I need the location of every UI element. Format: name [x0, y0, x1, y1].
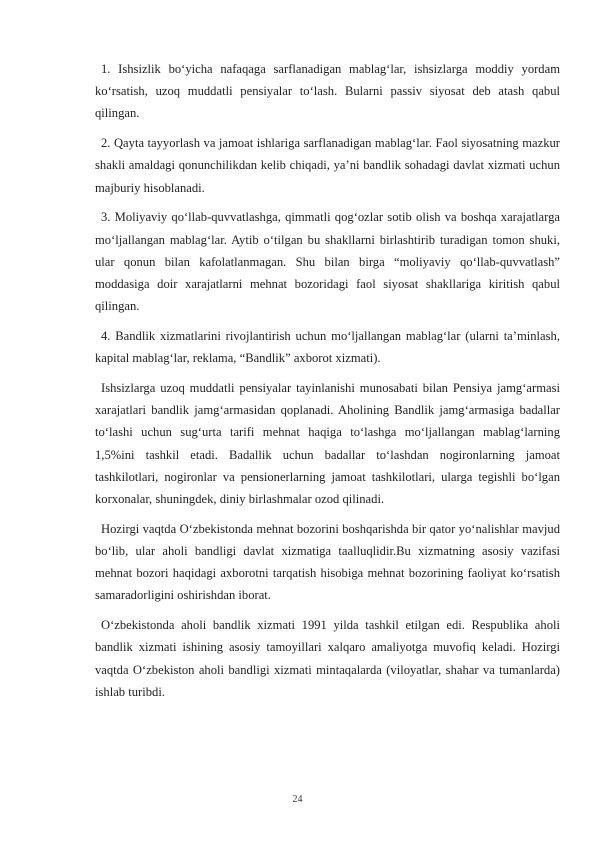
paragraph-employment-services: 4. Bandlik xizmatlarini rivojlantirish uchun mo‘ljallangan mablag‘lar (ularni ta’minlash, kapital mablag‘lar, reklama, “Bandlik” axborot xizmati).	[95, 329, 560, 366]
paragraph-pension-fund: Ishsizlarga uzoq muddatli pensiyalar tayinlanishi munosabati bilan Pensiya jamg‘armasi xarajatlari bandlik jamg‘armasidan qoplanadi. Aholining Bandlik jamg‘armasiga badallar to‘lashi uchun sug‘urta tarifi mehnat haqiga to‘lashga mo‘ljallangan mablag‘larning 1,5%ini tashkil etadi. Badallik uchun badallar to‘lashdan nogironlarning jamoat tashkilotlari, nogironlar va pensionerlarning jamoat tashkilotlari, ularga tegishli bo‘lgan korxonalar, shuningdek, diniy birlashmalar ozod qilinadi.	[95, 381, 560, 507]
document-body	[95, 58, 560, 711]
paragraph-labor-market-directions: Hozirgi vaqtda O‘zbekistonda mehnat bozorini boshqarishda bir qator yo‘nalishlar mavjud bo‘lib, ular aholi bandligi davlat xizmatiga taalluqlidir.Bu xizmatning asosiy vazifasi mehnat bozori haqidagi axborotni tarqatish hisobiga mehnat bozorining faoliyat ko‘rsatish samaradorligini oshirishdan iborat.	[95, 521, 560, 603]
paragraph-financial-support: 3. Moliyaviy qo‘llab-quvvatlashga, qimmatli qog‘ozlar sotib olish va boshqa xarajatlarga mo‘ljallangan mablag‘lar. Aytib o‘tilgan bu shakllarni birlashtirib turadigan tomon shuki, ular qonun bilan kafolatlanmagan. Shu bilan birga “moliyaviy qo‘llab-quvvatlash” moddasiga doir xarajatlarni mehnat bozoridagi faol siyosat shakllariga kiritish qabul qilingan.	[95, 210, 560, 314]
paragraph-passive-policy: 1. Ishsizlik bo‘yicha nafaqaga sarflanadigan mablag‘lar, ishsizlarga moddiy yordam ko‘rsatish, uzoq muddatli pensiyalar to‘lash. Bularni passiv siyosat deb atash qabul qilingan.	[95, 62, 560, 121]
paragraph-employment-service-history: O‘zbekistonda aholi bandlik xizmati 1991 yilda tashkil etilgan edi. Respublika aholi bandlik xizmati ishining asosiy tamoyillari xalqaro amaliyotga muvofiq keladi. Hozirgi vaqtda O‘zbekiston aholi bandligi xizmati mintaqalarda (viloyatlar, shahar va tumanlarda) ishlab turibdi.	[95, 618, 560, 699]
page-number: 24	[292, 794, 303, 805]
paragraph-retraining-funds: 2. Qayta tayyorlash va jamoat ishlariga sarflanadigan mablag‘lar. Faol siyosatning mazkur shakli amaldagi qonunchilikdan kelib chiqadi, ya’ni bandlik sohadagi davlat xizmati uchun majburiy hisoblanadi.	[95, 136, 560, 195]
